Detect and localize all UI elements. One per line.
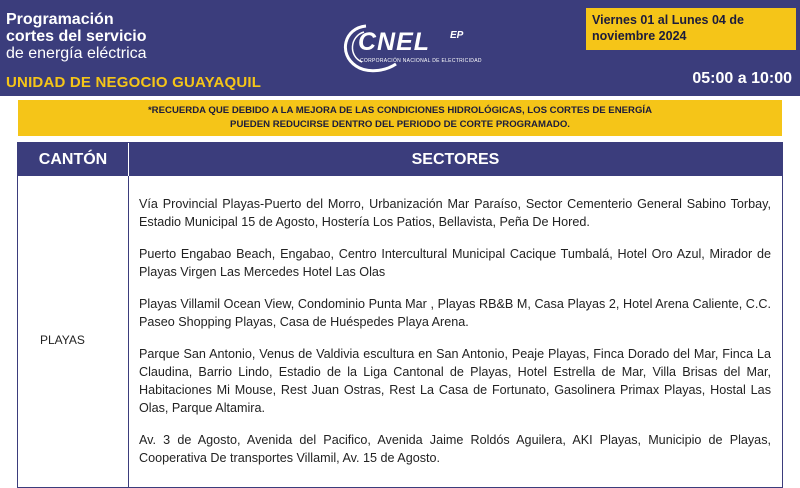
header-banner (0, 0, 800, 96)
logo-suffix: EP (450, 30, 464, 41)
sector-paragraph: Playas Villamil Ocean View, Condominio Punta Mar , Playas RB&B M, Casa Playas 2, Hotel Arena Caliente, C.C. Paseo Shopping Playas, Casa de Huéspedes Playa Arena. (139, 297, 771, 329)
notice-banner (18, 100, 782, 136)
date-line-1: Viernes 01 al Lunes 04 de (592, 13, 744, 27)
sector-paragraph: Puerto Engabao Beach, Engabao, Centro Intercultural Municipal Cacique Tumbalá, Hotel Oro Azul, Mirador de Playas Virgen Las Mercedes Hotel Las Olas (139, 247, 771, 279)
canton-cell: PLAYAS (40, 333, 85, 347)
logo-subtitle: CORPORACIÓN NACIONAL DE ELECTRICIDAD (360, 58, 482, 64)
title-line-3: de energía eléctrica (6, 45, 147, 62)
page-title (6, 11, 147, 62)
title-line-2: cortes del servicio (6, 28, 147, 45)
header-canton: CANTÓN (38, 150, 108, 168)
table-header (18, 143, 782, 176)
date-range-box (586, 8, 796, 50)
outage-table (17, 142, 783, 488)
cnel-logo (336, 18, 486, 80)
time-range: 05:00 a 10:00 (692, 70, 792, 87)
sector-paragraph: Av. 3 de Agosto, Avenida del Pacifico, Avenida Jaime Roldós Aguilera, AKI Playas, Municipio de Playas, Cooperativa De transportes Villamil, Av. 15 de Agosto. (139, 433, 771, 465)
sectors-cell (139, 195, 771, 481)
notice-line-2: PUEDEN REDUCIRSE DENTRO DEL PERIODO DE CORTE PROGRAMADO. (230, 119, 570, 130)
notice-line-1: *RECUERDA QUE DEBIDO A LA MEJORA DE LAS CONDICIONES HIDROLÓGICAS, LOS CORTES DE ENERGÍA (147, 105, 653, 116)
business-unit-label: UNIDAD DE NEGOCIO GUAYAQUIL (6, 74, 262, 91)
header-sectores: SECTORES (128, 143, 782, 176)
title-line-1: Programación (6, 11, 114, 28)
date-line-2: noviembre 2024 (592, 29, 687, 43)
logo-text: CNEL (358, 28, 431, 56)
sector-paragraph: Vía Provincial Playas-Puerto del Morro, Urbanización Mar Paraíso, Sector Cementerio General Sabino Torbay, Estadio Municipal 15 de Agosto, Hostería Los Patios, Bellavista, Peña De Hored. (139, 197, 771, 229)
sector-paragraph: Parque San Antonio, Venus de Valdivia escultura en San Antonio, Peaje Playas, Finca Dorado del Mar, Finca La Claudina, Barrio Lindo, Estadio de la Liga Cantonal de Playas, Hotel Estrella de Mar, Villa Brisas del Mar, Habitaciones Mi Mouse, Rest Juan Ostras, Rest La Casa de Fortunato, Gasolinera Primax Playas, Hostal Las Olas, Parque Altamira. (139, 347, 771, 415)
column-divider (128, 176, 129, 488)
